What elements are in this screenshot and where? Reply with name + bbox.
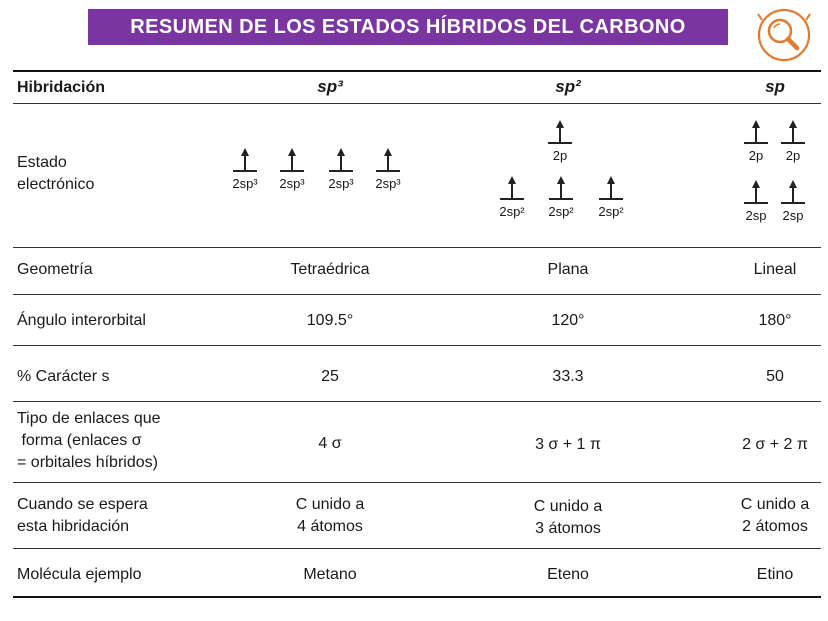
geometria-sp: Lineal [753, 261, 797, 278]
cuando-sp3: C unido a 4 átomos [295, 496, 365, 535]
header-rule [13, 103, 821, 104]
orbital-sp: 2sp [736, 180, 776, 223]
electron-arrow-icon [736, 180, 776, 202]
electron-arrow-icon [541, 176, 581, 198]
row-rule [13, 482, 821, 483]
angulo-sp2: 120° [551, 312, 585, 329]
estado-label: Estado electrónico [17, 154, 95, 193]
page-title: RESUMEN DE LOS ESTADOS HÍBRIDOS DEL CARBONO [88, 9, 728, 45]
electron-arrow-icon [321, 148, 361, 170]
orbital-sp3: 2sp³ [321, 148, 361, 191]
row-rule [13, 294, 821, 295]
electron-arrow-icon [773, 120, 813, 142]
angulo-sp: 180° [758, 312, 792, 329]
enlaces-label: Tipo de enlaces que forma (enlaces σ = orbitales híbridos) [17, 410, 161, 471]
geometria-sp3: Tetraédrica [290, 261, 370, 278]
electron-arrow-icon [272, 148, 312, 170]
orbital-sp2: 2sp² [492, 176, 532, 219]
geometria-label: Geometría [17, 261, 93, 278]
orbital-sp2: 2sp² [591, 176, 631, 219]
row-rule [13, 548, 821, 549]
orbital-2p: 2p [736, 120, 776, 163]
cuando-label: Cuando se espera esta hibridación [17, 496, 148, 535]
electron-arrow-icon [736, 120, 776, 142]
molecula-sp2: Eteno [547, 566, 589, 583]
row-rule [13, 247, 821, 248]
electron-arrow-icon [225, 148, 265, 170]
header-hibridacion: Hibridación [17, 79, 106, 96]
orbital-sp2: 2sp² [541, 176, 581, 219]
orbital-2p: 2p [540, 120, 580, 163]
angulo-sp3: 109.5° [306, 312, 354, 329]
electron-arrow-icon [773, 180, 813, 202]
cuando-sp2: C unido a 3 átomos [533, 498, 603, 537]
caracter-sp: 50 [766, 368, 784, 385]
cuando-sp: C unido a 2 átomos [740, 496, 810, 535]
orbital-sp3: 2sp³ [368, 148, 408, 191]
caracter-label: % Carácter s [17, 368, 110, 385]
enlaces-sp2: 3 σ + 1 π [535, 436, 601, 453]
molecula-sp: Etino [756, 566, 794, 583]
electron-arrow-icon [492, 176, 532, 198]
table-top-rule [13, 70, 821, 72]
header-sp2: sp² [555, 77, 581, 96]
angulo-label: Ángulo interorbital [17, 312, 146, 329]
header-sp: sp [765, 77, 785, 96]
orbital-sp3: 2sp³ [225, 148, 265, 191]
caracter-sp3: 25 [321, 368, 339, 385]
orbital-sp3: 2sp³ [272, 148, 312, 191]
geometria-sp2: Plana [547, 261, 589, 278]
table-bottom-rule [13, 596, 821, 598]
molecula-label: Molécula ejemplo [17, 566, 142, 583]
caracter-sp2: 33.3 [552, 368, 584, 385]
row-rule [13, 345, 821, 346]
enlaces-sp3: 4 σ [318, 435, 342, 452]
electron-arrow-icon [540, 120, 580, 142]
electron-arrow-icon [368, 148, 408, 170]
magnifier-icon [748, 2, 820, 74]
molecula-sp3: Metano [303, 566, 357, 583]
orbital-2p: 2p [773, 120, 813, 163]
orbital-sp: 2sp [773, 180, 813, 223]
header-sp3: sp³ [317, 77, 343, 96]
enlaces-sp: 2 σ + 2 π [742, 436, 808, 453]
electron-arrow-icon [591, 176, 631, 198]
row-rule [13, 401, 821, 402]
